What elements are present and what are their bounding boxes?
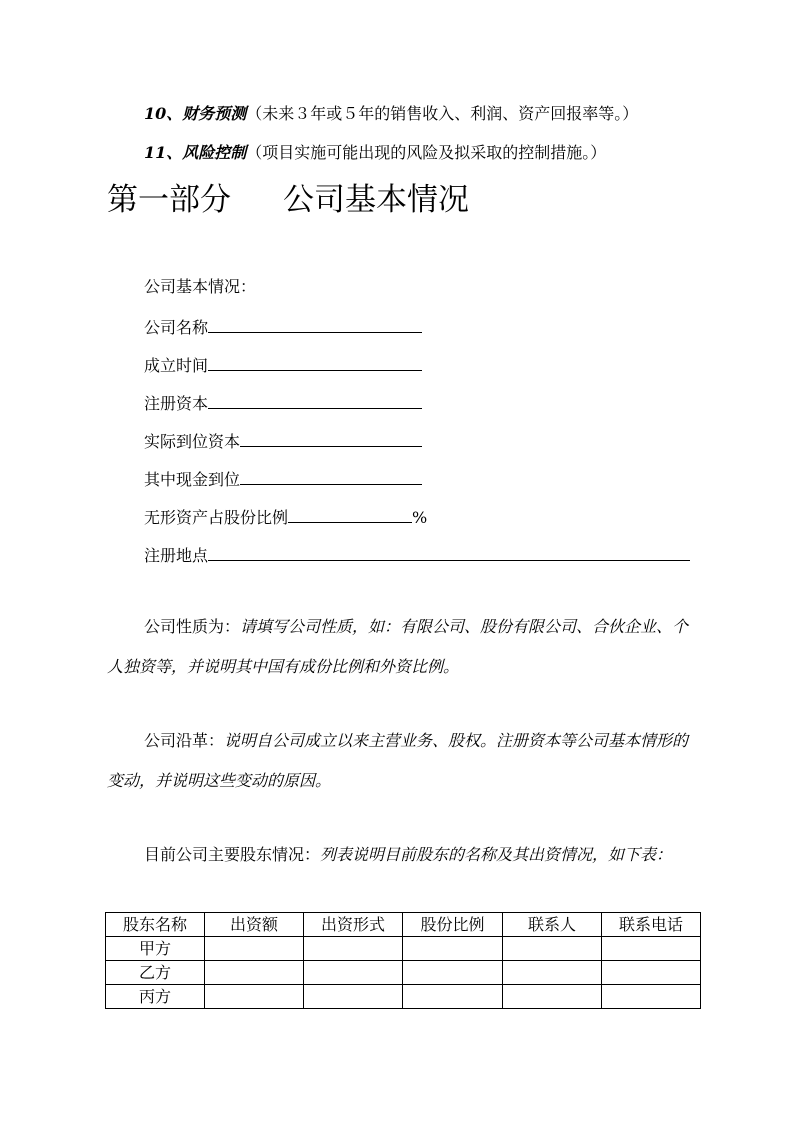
cash-paid-in-blank[interactable]	[240, 466, 422, 485]
table-cell[interactable]	[304, 937, 403, 961]
nature-note: 请填写公司性质，如：有限公司、股份有限公司、合伙企业、个人独资等，并说明其中国有成份比例和外资比例。	[107, 617, 689, 676]
outline-item-11-desc: （项目实施可能出现的风险及拟采取的控制措施。）	[246, 143, 607, 162]
field-cash-paid-in	[144, 466, 422, 491]
shareholders-note: 列表说明目前股东的名称及其出资情况，如下表：	[320, 845, 673, 864]
field-intangible-ratio	[144, 504, 427, 529]
table-cell: 乙方	[106, 961, 205, 985]
column-header: 出资形式	[304, 913, 403, 937]
table-cell[interactable]	[403, 961, 503, 985]
field-founded-date	[144, 352, 422, 377]
table-cell[interactable]	[602, 937, 701, 961]
table-row	[106, 937, 701, 961]
shareholders-paragraph	[107, 835, 703, 875]
paid-in-capital-blank[interactable]	[240, 428, 422, 447]
column-header: 股份比例	[403, 913, 503, 937]
table-cell[interactable]	[304, 961, 403, 985]
intangible-ratio-blank[interactable]	[288, 504, 412, 523]
field-label: 注册地点	[144, 546, 209, 565]
table-cell[interactable]	[403, 985, 503, 1009]
table-cell[interactable]	[205, 985, 304, 1009]
column-header: 联系人	[503, 913, 602, 937]
table-header-row	[106, 913, 701, 937]
basic-intro: 公司基本情况：	[144, 277, 257, 296]
outline-item-10-desc: （未来３年或５年的销售收入、利润、资产回报率等。）	[246, 104, 639, 123]
table-cell: 丙方	[106, 985, 205, 1009]
outline-item-11-label: 11、风险控制	[144, 143, 247, 162]
company-name-blank[interactable]	[208, 314, 422, 333]
section-part: 第一部分	[107, 182, 231, 218]
shareholders-label: 目前公司主要股东情况：	[144, 845, 321, 864]
column-header: 股东名称	[106, 913, 205, 937]
shareholders-table	[105, 912, 701, 1009]
history-paragraph	[107, 721, 703, 801]
table-cell[interactable]	[602, 961, 701, 985]
column-header: 联系电话	[602, 913, 701, 937]
registered-capital-blank[interactable]	[208, 390, 422, 409]
outline-item-11	[144, 142, 606, 164]
outline-item-10-label: 10、财务预测	[144, 104, 247, 123]
table-cell[interactable]	[205, 937, 304, 961]
table-cell[interactable]	[205, 961, 304, 985]
field-label: 公司名称	[144, 318, 209, 337]
field-company-name	[144, 314, 422, 339]
registered-address-blank[interactable]	[208, 542, 690, 561]
section-heading	[107, 180, 469, 220]
field-label: 实际到位资本	[144, 432, 241, 451]
field-paid-in-capital	[144, 428, 422, 453]
table-cell[interactable]	[304, 985, 403, 1009]
field-label: 无形资产占股份比例	[144, 508, 289, 527]
history-label: 公司沿革：	[144, 731, 225, 750]
field-label: 其中现金到位	[144, 470, 241, 489]
nature-label: 公司性质为：	[144, 617, 241, 636]
outline-item-10	[144, 103, 638, 125]
field-label: 成立时间	[144, 356, 209, 375]
field-registered-address	[144, 542, 690, 567]
percent-sign: %	[412, 508, 428, 527]
section-title: 公司基本情况	[283, 182, 469, 218]
field-label: 注册资本	[144, 394, 209, 413]
table-cell[interactable]	[403, 937, 503, 961]
table-cell[interactable]	[503, 985, 602, 1009]
table-cell[interactable]	[503, 937, 602, 961]
column-header: 出资额	[205, 913, 304, 937]
founded-date-blank[interactable]	[208, 352, 422, 371]
table-row	[106, 985, 701, 1009]
table-row	[106, 961, 701, 985]
table-cell[interactable]	[503, 961, 602, 985]
table-cell[interactable]	[602, 985, 701, 1009]
field-registered-capital	[144, 390, 422, 415]
nature-paragraph	[107, 607, 703, 687]
history-note: 说明自公司成立以来主营业务、股权。注册资本等公司基本情形的变动，并说明这些变动的原因。	[107, 731, 689, 790]
table-cell: 甲方	[106, 937, 205, 961]
